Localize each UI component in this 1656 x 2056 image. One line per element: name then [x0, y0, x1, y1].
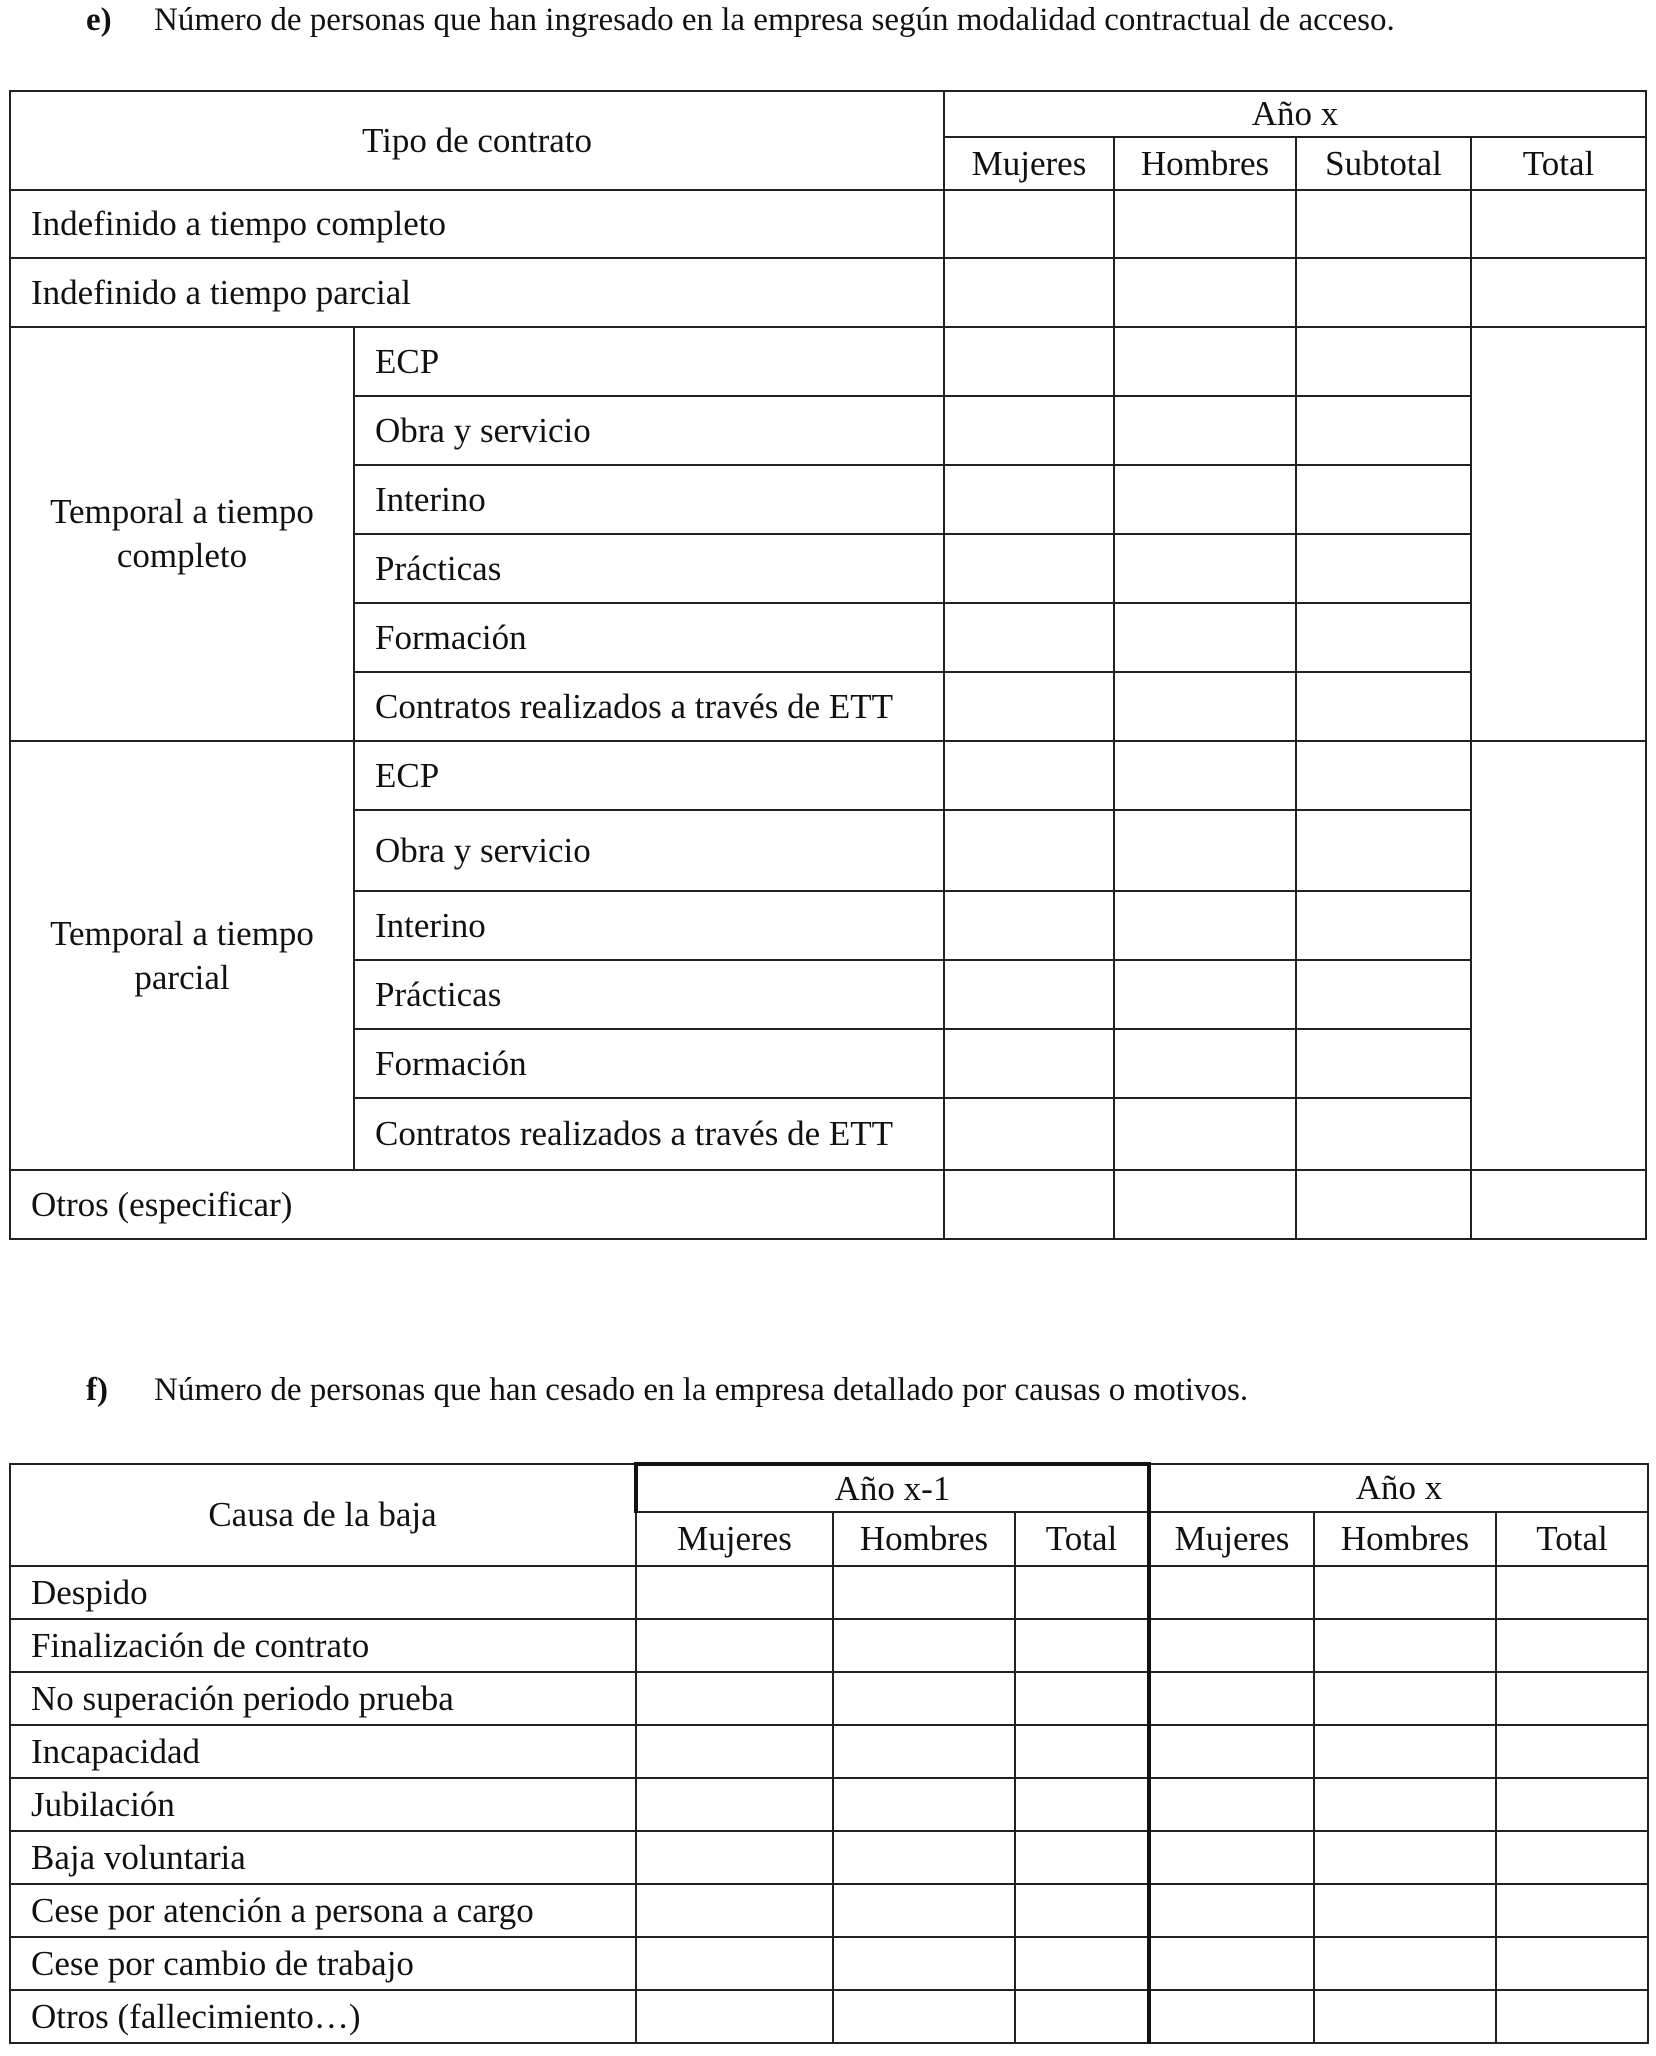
cell-empty	[1296, 396, 1471, 465]
cell-empty	[1114, 1029, 1296, 1098]
subtype-label: Interino	[354, 465, 944, 534]
header-col-mujeres-prev: Mujeres	[636, 1512, 833, 1566]
cell-empty	[833, 1884, 1015, 1937]
cell-empty	[1296, 1170, 1471, 1239]
subtype-label: Contratos realizados a través de ETT	[354, 1098, 944, 1170]
subtype-label: Contratos realizados a través de ETT	[354, 672, 944, 741]
subtype-label: ECP	[354, 741, 944, 810]
section-f-title: Número de personas que han cesado en la empresa detallado por causas o motivos.	[154, 1372, 1249, 1408]
cell-empty	[1314, 1884, 1496, 1937]
cell-empty	[1296, 891, 1471, 960]
table-e-ingresos	[9, 90, 1647, 1240]
cell-empty	[1296, 1098, 1471, 1170]
cause-label: Cese por cambio de trabajo	[10, 1937, 636, 1990]
cell-empty	[1149, 1672, 1314, 1725]
cell-empty	[944, 465, 1114, 534]
subtype-label: Obra y servicio	[354, 396, 944, 465]
cell-empty	[1496, 1778, 1648, 1831]
header-col-hombres-curr: Hombres	[1314, 1512, 1496, 1566]
header-year-curr: Año x	[1149, 1464, 1648, 1512]
cell-empty	[1314, 1672, 1496, 1725]
cell-empty	[1296, 810, 1471, 891]
cell-empty	[1496, 1672, 1648, 1725]
cell-empty	[833, 1725, 1015, 1778]
cell-empty	[1149, 1937, 1314, 1990]
subtype-label: Obra y servicio	[354, 810, 944, 891]
cell-empty	[1314, 1619, 1496, 1672]
table-f-bajas	[9, 1462, 1649, 2044]
cell-empty	[1471, 190, 1646, 258]
cell-empty	[833, 1672, 1015, 1725]
cell-empty	[833, 1566, 1015, 1619]
cell-empty	[1114, 960, 1296, 1029]
header-tipo-contrato: Tipo de contrato	[10, 91, 944, 190]
subtype-label: Formación	[354, 1029, 944, 1098]
cell-empty	[833, 1990, 1015, 2043]
cell-empty	[1296, 534, 1471, 603]
cell-empty	[944, 1029, 1114, 1098]
cell-empty	[944, 891, 1114, 960]
cell-empty	[1015, 1725, 1149, 1778]
cell-empty	[1114, 672, 1296, 741]
cell-empty	[833, 1778, 1015, 1831]
cell-empty	[1015, 1831, 1149, 1884]
cell-empty	[1296, 258, 1471, 327]
cell-empty	[1114, 741, 1296, 810]
cell-empty	[1496, 1566, 1648, 1619]
cell-empty	[1015, 1778, 1149, 1831]
cell-empty	[1114, 1170, 1296, 1239]
header-col-mujeres-curr: Mujeres	[1149, 1512, 1314, 1566]
cell-empty	[636, 1566, 833, 1619]
cause-label: Otros (fallecimiento…)	[10, 1990, 636, 2043]
section-f-letter: f)	[86, 1372, 108, 1408]
cause-label: Cese por atención a persona a cargo	[10, 1884, 636, 1937]
cell-empty	[1296, 465, 1471, 534]
cell-empty	[944, 741, 1114, 810]
cause-label: Incapacidad	[10, 1725, 636, 1778]
header-col-total-prev: Total	[1015, 1512, 1149, 1566]
cell-empty	[1471, 1170, 1646, 1239]
subtype-label: ECP	[354, 327, 944, 396]
cell-empty	[1314, 1990, 1496, 2043]
cell-empty	[1149, 1725, 1314, 1778]
cell-empty	[1314, 1831, 1496, 1884]
subtype-label: Prácticas	[354, 960, 944, 1029]
cell-empty	[636, 1884, 833, 1937]
cause-label: Jubilación	[10, 1778, 636, 1831]
section-e-title: Número de personas que han ingresado en la empresa según modalidad contractual de acceso.	[154, 2, 1395, 38]
cell-empty	[833, 1619, 1015, 1672]
header-col-subtotal: Subtotal	[1296, 137, 1471, 190]
section-e-heading	[86, 2, 1395, 39]
cell-empty	[636, 1831, 833, 1884]
cell-empty	[833, 1937, 1015, 1990]
cell-empty	[944, 1170, 1114, 1239]
header-causa: Causa de la baja	[10, 1464, 636, 1566]
cell-empty	[1114, 327, 1296, 396]
cause-label: Finalización de contrato	[10, 1619, 636, 1672]
cell-empty	[1015, 1884, 1149, 1937]
cell-empty	[1015, 1990, 1149, 2043]
cell-empty	[636, 1672, 833, 1725]
cell-empty	[1496, 1619, 1648, 1672]
cell-empty	[1496, 1725, 1648, 1778]
cell-empty	[1471, 258, 1646, 327]
cell-empty	[944, 190, 1114, 258]
header-col-total-curr: Total	[1496, 1512, 1648, 1566]
cause-label: Baja voluntaria	[10, 1831, 636, 1884]
cell-empty	[636, 1778, 833, 1831]
cell-empty	[636, 1990, 833, 2043]
cell-empty	[1496, 1831, 1648, 1884]
cell-empty	[1114, 1098, 1296, 1170]
section-e-letter: e)	[86, 2, 112, 38]
subtype-label: Interino	[354, 891, 944, 960]
cell-empty	[636, 1619, 833, 1672]
header-col-hombres-prev: Hombres	[833, 1512, 1015, 1566]
cause-label: No superación periodo prueba	[10, 1672, 636, 1725]
cell-empty	[944, 327, 1114, 396]
cell-empty	[1296, 190, 1471, 258]
cell-empty	[1296, 672, 1471, 741]
cell-empty	[944, 258, 1114, 327]
cell-empty	[1015, 1937, 1149, 1990]
cell-empty	[1114, 258, 1296, 327]
cell-empty	[1296, 327, 1471, 396]
cell-empty	[1296, 1029, 1471, 1098]
cell-empty	[636, 1937, 833, 1990]
cause-label: Despido	[10, 1566, 636, 1619]
cell-empty	[1149, 1990, 1314, 2043]
cell-empty	[1496, 1884, 1648, 1937]
section-f-heading	[86, 1372, 1248, 1409]
cell-empty	[1296, 603, 1471, 672]
cell-empty	[833, 1831, 1015, 1884]
header-col-hombres: Hombres	[1114, 137, 1296, 190]
cell-empty	[1114, 396, 1296, 465]
cell-empty	[1114, 810, 1296, 891]
cell-empty	[1015, 1566, 1149, 1619]
row-label-indef-parcial: Indefinido a tiempo parcial	[10, 258, 944, 327]
header-col-mujeres: Mujeres	[944, 137, 1114, 190]
cell-empty	[1015, 1672, 1149, 1725]
cell-empty	[1149, 1831, 1314, 1884]
cell-empty	[1149, 1566, 1314, 1619]
cell-empty	[1149, 1884, 1314, 1937]
cell-empty	[944, 1098, 1114, 1170]
cell-empty	[1314, 1566, 1496, 1619]
cell-empty	[1114, 534, 1296, 603]
cell-empty	[944, 603, 1114, 672]
subtype-label: Prácticas	[354, 534, 944, 603]
cell-empty	[1149, 1619, 1314, 1672]
cell-empty	[1314, 1937, 1496, 1990]
cell-empty	[944, 396, 1114, 465]
cell-empty	[1296, 741, 1471, 810]
cell-empty	[944, 534, 1114, 603]
subtype-label: Formación	[354, 603, 944, 672]
cell-empty	[1015, 1619, 1149, 1672]
cell-empty	[944, 672, 1114, 741]
cell-empty	[1114, 190, 1296, 258]
header-year: Año x	[944, 91, 1646, 137]
row-label-indef-completo: Indefinido a tiempo completo	[10, 190, 944, 258]
cell-empty	[1114, 891, 1296, 960]
cell-empty	[1496, 1990, 1648, 2043]
header-year-prev: Año x-1	[636, 1464, 1149, 1512]
cell-empty	[944, 960, 1114, 1029]
cell-empty	[1149, 1778, 1314, 1831]
cell-empty	[1496, 1937, 1648, 1990]
cell-empty	[944, 810, 1114, 891]
row-label-otros: Otros (especificar)	[10, 1170, 944, 1239]
group-label-temp-parcial: Temporal a tiempo parcial	[10, 741, 354, 1170]
cell-total-group	[1471, 327, 1646, 741]
cell-empty	[636, 1725, 833, 1778]
cell-empty	[1296, 960, 1471, 1029]
cell-empty	[1314, 1725, 1496, 1778]
cell-empty	[1114, 465, 1296, 534]
cell-empty	[1314, 1778, 1496, 1831]
group-label-temp-completo: Temporal a tiempo completo	[10, 327, 354, 741]
cell-total-group	[1471, 741, 1646, 1170]
cell-empty	[1114, 603, 1296, 672]
header-col-total: Total	[1471, 137, 1646, 190]
